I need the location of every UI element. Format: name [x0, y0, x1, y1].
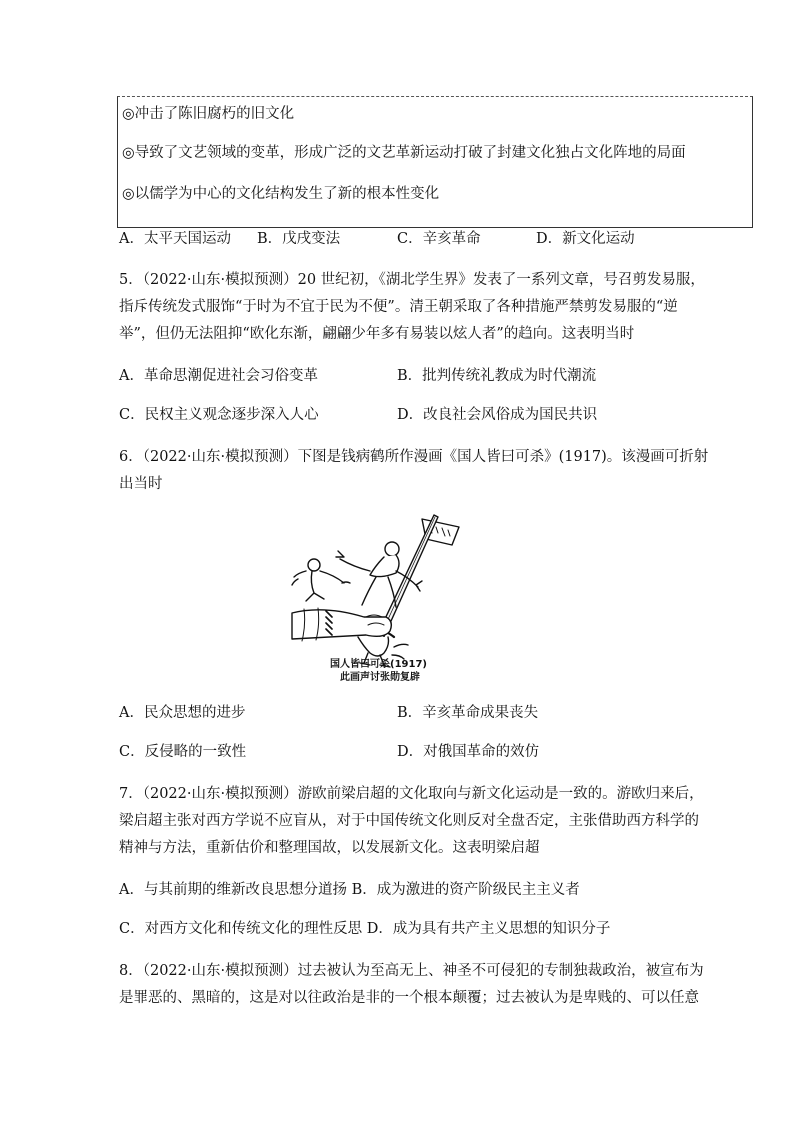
- q6-option-c: C．反侵略的一致性: [119, 744, 247, 760]
- q7-stem-line-2: 梁启超主张对西方学说不应盲从，对于中国传统文化则反对全盘否定，主张借助西方科学的: [119, 813, 699, 829]
- q7-option-ab: A．与其前期的维新改良思想分道扬 B．成为激进的资产阶级民主主义者: [119, 882, 580, 898]
- q5-stem-line-3: 举”，但仍无法阻抑“欧化东渐，翩翩少年多有易装以炫人者”的趋向。这表明当时: [119, 326, 635, 342]
- statement-box: [117, 96, 753, 228]
- q6-option-d: D．对俄国革命的效仿: [397, 744, 540, 760]
- q7-stem-line-3: 精神与方法，重新估价和整理国故，以发展新文化。这表明梁启超: [119, 840, 540, 856]
- cartoon-image: [284, 513, 464, 683]
- q5-option-a: A．革命思潮促进社会习俗变革: [119, 368, 318, 384]
- q8-stem-line-2: 是罪恶的、黑暗的，这是对以往政治是非的一个根本颠覆；过去被认为是卑贱的、可以任意: [119, 990, 699, 1006]
- cartoon-caption-line-1: 国人皆曰可杀(1917): [330, 659, 427, 670]
- q6-option-a: A．民众思想的进步: [119, 705, 246, 721]
- cartoon-drawing: [284, 513, 464, 683]
- statement-line-3: ◎以儒学为中心的文化结构发生了新的根本性变化: [122, 186, 440, 202]
- q8-stem-line-1: 8．（2022·山东·模拟预测）过去被认为至高无上、神圣不可侵犯的专制独裁政治，被宣布为: [119, 963, 704, 979]
- q4-option-c: C．辛亥革命: [397, 231, 481, 247]
- q5-option-b: B．批判传统礼教成为时代潮流: [397, 368, 597, 384]
- statement-line-1: ◎冲击了陈旧腐朽的旧文化: [122, 106, 295, 122]
- q5-stem-line-2: 指斥传统发式服饰“于时为不宜于民为不便”。清王朝采取了各种措施严禁剪发易服的“逆: [119, 299, 678, 315]
- q5-stem-line-1: 5．（2022·山东·模拟预测）20 世纪初，《湖北学生界》发表了一系列文章，号召剪发易服，: [119, 272, 705, 288]
- q7-stem-line-1: 7．（2022·山东·模拟预测）游欧前梁启超的文化取向与新文化运动是一致的。游欧归来后，: [119, 786, 704, 802]
- q6-stem-line-2: 出当时: [119, 476, 163, 492]
- cartoon-caption-line-2: 此画声讨张勋复辟: [340, 672, 420, 683]
- q4-option-d: D．新文化运动: [536, 231, 635, 247]
- statement-line-2: ◎导致了文艺领域的变革，形成广泛的文艺革新运动打破了封建文化独占文化阵地的局面: [122, 145, 686, 161]
- q6-option-b: B．辛亥革命成果丧失: [397, 705, 539, 721]
- q5-option-d: D．改良社会风俗成为国民共识: [397, 407, 598, 423]
- q4-option-b: B．戊戌变法: [257, 231, 341, 247]
- q7-option-cd: C．对西方文化和传统文化的理性反思 D．成为具有共产主义思想的知识分子: [119, 921, 611, 937]
- q6-stem-line-1: 6．（2022·山东·模拟预测）下图是钱病鹤所作漫画《国人皆曰可杀》(1917)。该漫画可折射: [119, 449, 709, 465]
- q5-option-c: C．民权主义观念逐步深入人心: [119, 407, 319, 423]
- q4-option-a: A．太平天国运动: [119, 231, 231, 247]
